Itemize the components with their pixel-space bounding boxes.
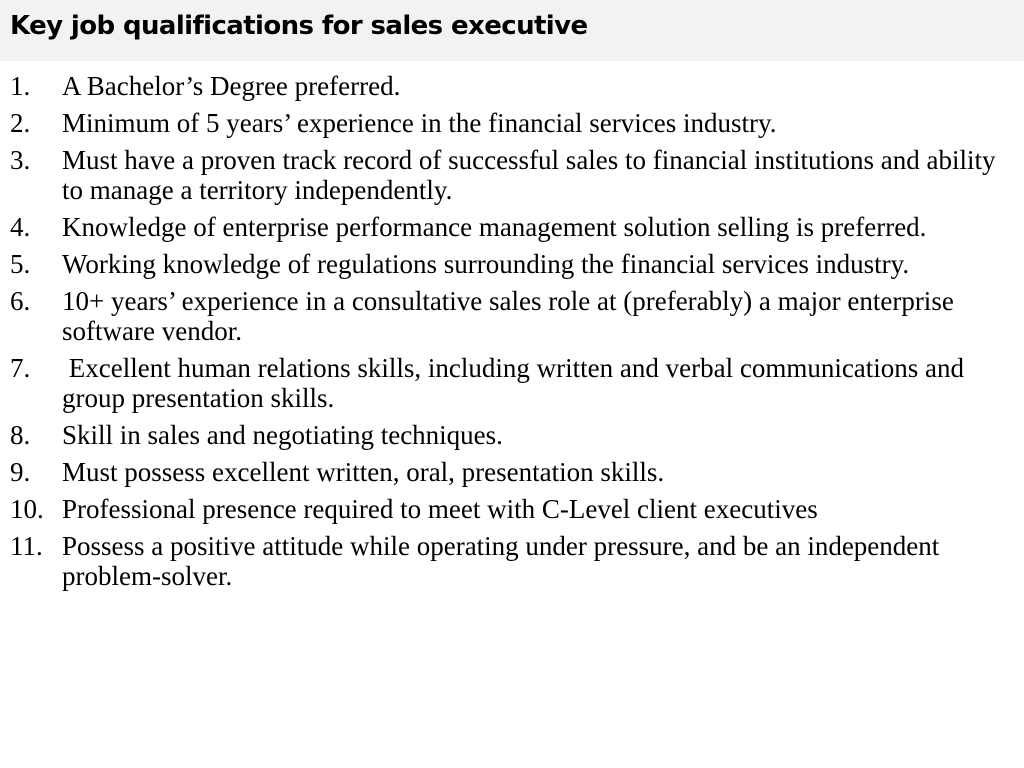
item-number: 11. [10, 531, 43, 561]
item-number: 7. [10, 353, 31, 383]
title-bar [0, 0, 1024, 61]
list-item [10, 249, 1016, 279]
item-number: 2. [10, 108, 31, 138]
item-number: 9. [10, 457, 31, 487]
item-number: 10. [10, 494, 44, 524]
item-text: Knowledge of enterprise performance management solution selling is preferred. [62, 212, 927, 242]
item-text: Possess a positive attitude while operating under pressure, and be an independent problem-solver. [62, 531, 947, 591]
qualifications-list [10, 71, 1016, 598]
item-text: Must possess excellent written, oral, presentation skills. [62, 457, 665, 487]
item-text: Working knowledge of regulations surrounding the financial services industry. [62, 249, 910, 279]
item-text: 10+ years’ experience in a consultative sales role at (preferably) a major enterprise software vendor. [62, 286, 961, 346]
list-item [10, 286, 1016, 346]
item-number: 8. [10, 420, 31, 450]
list-item [10, 420, 1016, 450]
list-item [10, 494, 1016, 524]
item-number: 4. [10, 212, 31, 242]
item-number: 3. [10, 145, 31, 175]
list-item [10, 353, 1016, 413]
item-text: Excellent human relations skills, including written and verbal communications and group presentation skills. [62, 353, 971, 413]
item-number: 5. [10, 249, 31, 279]
slide-title: Key job qualifications for sales executive [10, 11, 588, 41]
list-item [10, 108, 1016, 138]
item-number: 6. [10, 286, 31, 316]
item-text: Skill in sales and negotiating techniques. [62, 420, 503, 450]
item-text: Minimum of 5 years’ experience in the financial services industry. [62, 108, 777, 138]
list-item [10, 71, 1016, 101]
list-item [10, 531, 1016, 591]
item-text: Professional presence required to meet with C-Level client executives [62, 494, 818, 524]
item-number: 1. [10, 71, 31, 101]
item-text: Must have a proven track record of successful sales to financial institutions and ability to manage a territory independently. [62, 145, 1003, 205]
list-item [10, 457, 1016, 487]
list-item [10, 212, 1016, 242]
list-item [10, 145, 1016, 205]
item-text: A Bachelor’s Degree preferred. [62, 71, 401, 101]
